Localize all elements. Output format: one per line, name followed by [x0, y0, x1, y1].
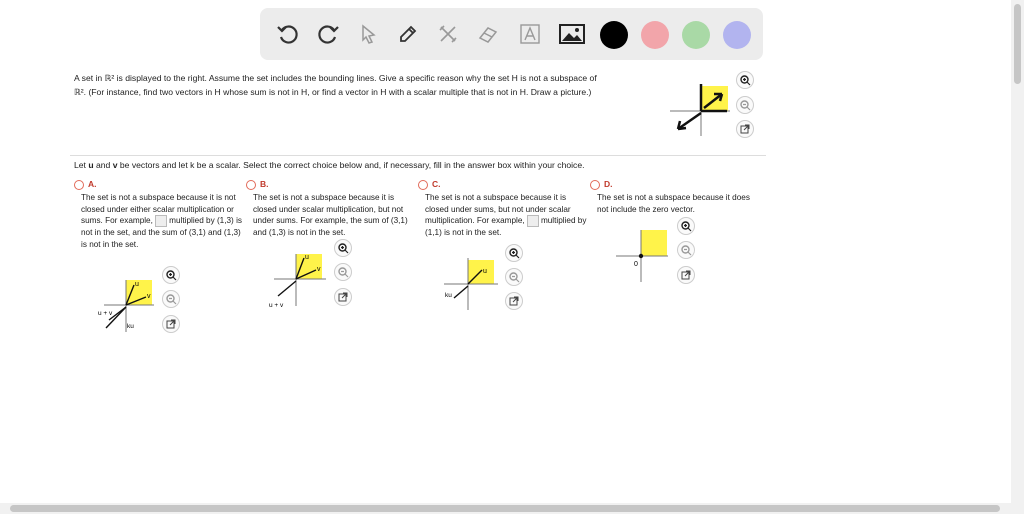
zoom-in-icon[interactable] [505, 244, 523, 262]
vertical-scrollbar[interactable] [1011, 0, 1024, 514]
instruction-text [74, 160, 585, 170]
label-ku: ku [445, 292, 452, 299]
label-u: u [135, 281, 139, 288]
choice-letter: A. [88, 179, 97, 189]
choice-b-graph [266, 250, 328, 312]
open-external-icon[interactable] [677, 266, 695, 284]
pencil-icon[interactable] [394, 20, 422, 48]
zoom-in-icon[interactable] [162, 266, 180, 284]
drawing-toolbar [260, 8, 763, 60]
eraser-icon[interactable] [474, 20, 502, 48]
zoom-out-icon[interactable] [736, 96, 754, 114]
radio-c[interactable] [418, 180, 428, 190]
prompt-v: v [112, 160, 118, 170]
choice-text [425, 192, 588, 239]
label-u: u [483, 268, 487, 275]
redo-icon[interactable] [314, 20, 342, 48]
radio-a[interactable] [74, 180, 84, 190]
prompt-u: u [88, 160, 94, 170]
radio-d[interactable] [590, 180, 600, 190]
tools-icon[interactable] [434, 20, 462, 48]
choice-letter: B. [260, 179, 269, 189]
answer-box[interactable] [527, 215, 539, 227]
color-pink[interactable] [641, 21, 669, 49]
divider [70, 155, 766, 156]
question-text [74, 71, 664, 99]
horizontal-scrollbar[interactable] [0, 503, 1011, 514]
choice-c-graph [440, 252, 500, 312]
main-set-graph [670, 80, 730, 138]
answer-box[interactable] [155, 215, 167, 227]
zoom-out-icon[interactable] [505, 268, 523, 286]
choice-text: The set is not a subspace because it does not include the zero vector. [597, 193, 750, 214]
question-line-1: A set in ℝ² is displayed to the right. Assume the set includes the bounding lines. Give a specific reason why the set H is not a subspace of [74, 73, 597, 83]
prompt-part: be vectors and let k be a scalar. Select the correct choice below and, if necessary, fill in the answer box within your choice. [117, 160, 585, 170]
question-line-2: ℝ². (For instance, find two vectors in H whose sum is not in H, or find a vector in H with a scalar multiple that is not in H. Draw a picture.) [74, 87, 592, 97]
color-purple[interactable] [723, 21, 751, 49]
zoom-in-icon[interactable] [334, 239, 352, 257]
scrollbar-thumb[interactable] [1014, 4, 1021, 84]
choice-text-part: multiplied by (1,3) is not in the set, and the sum of (3,1) and (1,3) is not in the set. [81, 216, 242, 249]
choice-d-graph [612, 226, 670, 284]
open-external-icon[interactable] [162, 315, 180, 333]
choice-letter: D. [604, 179, 613, 189]
undo-icon[interactable] [274, 20, 302, 48]
zoom-out-icon[interactable] [162, 290, 180, 308]
label-zero: 0 [634, 261, 638, 268]
label-u-plus-v: u + v [269, 302, 284, 309]
image-icon[interactable] [558, 20, 586, 48]
zoom-out-icon[interactable] [334, 263, 352, 281]
zoom-in-icon[interactable] [677, 217, 695, 235]
choice-letter: C. [432, 179, 441, 189]
choice-a-graph [94, 276, 156, 334]
choice-text-part: multiplied by (1,1) is not in the set. [425, 216, 587, 237]
open-external-icon[interactable] [505, 292, 523, 310]
choice-text-part: The set is not a subspace because it is closed under sums, but not under scalar multiplication. For example, [425, 193, 571, 226]
text-icon[interactable] [516, 20, 544, 48]
zoom-out-icon[interactable] [677, 241, 695, 259]
label-u: u [305, 254, 309, 261]
pointer-icon[interactable] [354, 20, 382, 48]
label-u-plus-v: u + v [98, 310, 113, 317]
label-v: v [147, 293, 151, 300]
choice-text-part: The set is not a subspace because it is not closed under either scalar multiplication or sums. For example, [81, 193, 236, 226]
scrollbar-thumb[interactable] [10, 505, 1000, 512]
color-green[interactable] [682, 21, 710, 49]
zoom-in-icon[interactable] [736, 71, 754, 89]
label-ku: ku [127, 323, 134, 330]
open-external-icon[interactable] [334, 288, 352, 306]
radio-b[interactable] [246, 180, 256, 190]
label-v: v [317, 266, 321, 273]
choice-text: The set is not a subspace because it is closed under scalar multiplication, but not under sums. For example, the sum of (3,1) and (1,3) is not in the set. [253, 193, 408, 237]
open-external-icon[interactable] [736, 120, 754, 138]
choice-text [81, 192, 244, 250]
prompt-part: and [93, 160, 113, 170]
color-black[interactable] [600, 21, 628, 49]
prompt-part: Let [74, 160, 89, 170]
